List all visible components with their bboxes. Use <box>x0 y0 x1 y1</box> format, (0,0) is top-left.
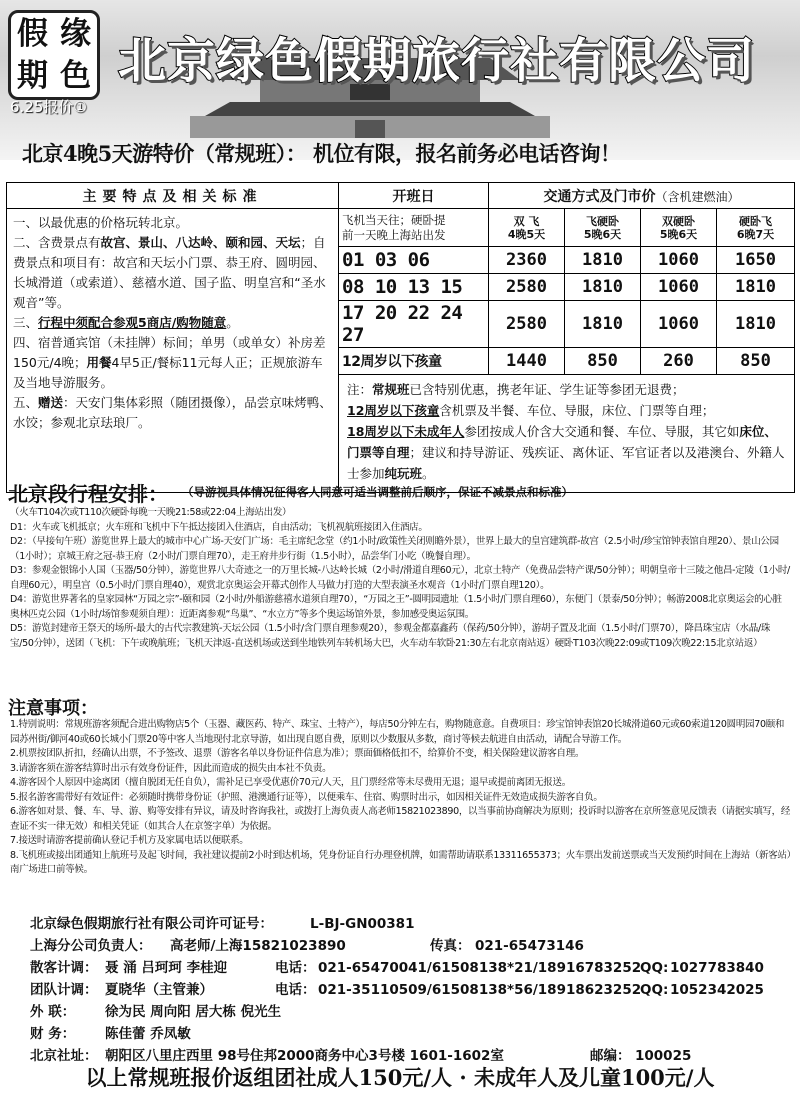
company-title: 北京绿色假期旅行社有限公司 <box>118 33 756 89</box>
price-value: 2360 <box>489 247 565 274</box>
license-number: L-BJ-GN00381 <box>310 916 415 932</box>
tour-price-table <box>6 182 795 493</box>
price-value: 1810 <box>565 301 641 348</box>
price-value: 1440 <box>489 348 565 375</box>
contacts-block <box>30 913 790 1067</box>
feature-3-end: 。 <box>226 315 239 330</box>
child-label: 12周岁以下孩童 <box>339 348 489 375</box>
feature-2-spots: 故宫、景山、八达岭、颐和园、天坛 <box>100 235 301 250</box>
dates-note <box>339 209 489 247</box>
departure-dates: 08 10 13 15 <box>339 274 489 301</box>
retail-tel: 021-65470041/61508138*21/18916783252 <box>318 960 642 976</box>
group-tel-label: 电话： <box>275 982 316 998</box>
route-days: 4晚5天 <box>507 227 546 241</box>
seal-char: 假 <box>17 16 48 52</box>
price-value: 1810 <box>565 247 641 274</box>
price-value: 260 <box>641 348 717 375</box>
feature-3 <box>13 313 332 333</box>
notice-item: 2.机票按团队折扣，经确认出票，不予签改、退票（游客名单以身份证件信息为准）；票面価格低扣不，给算价不变，相关保险建议游客自理。 <box>10 748 585 759</box>
feature-2-rest: ；自费景点和项目有：故宫和天坛小门票、恭王府、圆明园、长城滑道（或索道）、慈禧水道、国子监、明皇宫和“圣水观音”等。 <box>13 235 326 310</box>
feature-4-meal: 用餐 <box>86 355 112 370</box>
retail-row <box>30 957 790 979</box>
price-value: 1810 <box>717 274 795 301</box>
price-value: 850 <box>717 348 795 375</box>
feature-1: 一、以最优惠的价格玩转北京。 <box>13 215 189 230</box>
note-regular: 常规班 <box>372 382 410 397</box>
fax-label: 传真： <box>430 938 471 954</box>
itinerary-line: D3：参观金银锦小人国（玉器/50分钟），游览世界八大奇迹之一的万里长城-八达岭长城（2小时/滑道自理60元），北京土特产（免费品尝特产课/50分钟）；明朝皇帝十三陵之他昌-定陵（1小时/自理60元），明皇宫（0.5小时/门票自理40），观赏北京奥运会开幕式创作人马做力打造的大型表演圣水观音（1小时/门票自理120）。 <box>10 565 790 591</box>
group-qq: 1052342025 <box>670 982 764 998</box>
shanghai-label: 上海分公司负责人： <box>30 938 152 954</box>
group-qq-label: QQ: <box>640 982 669 998</box>
retail-tel-label: 电话： <box>275 960 316 976</box>
itinerary-line: D5：游览封建帝王祭天的场所-最大的古代宗教建筑-天坛公园（1.5小时/含门票自理参观20），参观金都嘉鑫药（保药/50分钟），游胡子置及北面（1.5小时/门票70），降昌珠宝店（水晶/珠宝/50分钟），送团（飞机：下午或晚航班；飞机天津返-直送机场或送到坐地铁列车转机场大巴，火车动车软卧21:30左右北京南站返）硬卧T103次晚22:09或T109次晚22:15北京站返） <box>10 623 771 649</box>
price-value: 1060 <box>641 247 717 274</box>
price-header-text: 交通方式及门市价 <box>543 188 656 205</box>
finance-names: 陈佳蕾 乔凤敏 <box>105 1026 191 1042</box>
route-cell <box>489 209 565 247</box>
price-value: 1650 <box>717 247 795 274</box>
dates-note-line: 飞机当天往；硬卧提 <box>342 212 446 227</box>
feature-5-gift: 赠送 <box>38 395 64 410</box>
route-name: 飞硬卧 <box>586 214 619 228</box>
feature-4-lead: 四、宿普通宾馆（未挂牌）标间；单男（或单女）补房差150元/4晚； <box>13 335 326 370</box>
note-minor: 18周岁以下未成年人 <box>347 424 465 439</box>
shanghai-row <box>30 935 790 957</box>
route-cell <box>641 209 717 247</box>
price-value: 1060 <box>641 274 717 301</box>
note-text: ；建议和持导游证、残疾证、离休证、军官证者以及港澳台、外籍人士参加 <box>347 445 785 481</box>
notice-item: 4.游客因个人原因中途离团（擅自脱团无任自负），需补足已享受优惠价70元/人天，且门票经常等未尽费用无退；退早或提前离团无报送。 <box>10 777 571 788</box>
seal-char: 色 <box>60 58 91 94</box>
route-days: 5晚6天 <box>583 227 622 241</box>
promo-headline: 北京4晚5天游特价（常规班）： 机位有限，报名前务必电话咨询！ <box>22 141 621 166</box>
itinerary-subtitle: （导游视具体情况征得客人同意可适当调整前后顺序，保证不减景点和标准） <box>182 485 573 499</box>
route-cell <box>717 209 795 247</box>
finance-row <box>30 1023 790 1045</box>
feature-5-rest: ：天安门集体彩照（随团摄像），品尝京味烤鸭、水饺；参观北京珐琅厂。 <box>13 395 332 430</box>
header-features: 主要特点及相关标准 <box>7 183 339 209</box>
retail-qq: 1027783840 <box>670 960 764 976</box>
features-cell <box>7 209 339 493</box>
itinerary-line: D2：（早接旬午班）游览世界上最大的城市中心广场-天安门广场：毛主席纪念堂（约1小时/政策性关闭则瞻外景），世界上最大的皇宫建筑群-故宫（2.5小时/珍宝馆钟表馆自理20）、景山公园（1小时）；京城王府之冠-恭王府（2小时/门票自理70），走王府井步行街（1.5小时），品尝华门小吃（晚餐自理）。 <box>10 536 779 562</box>
feature-2-lead: 二、含费景点有 <box>13 235 101 250</box>
notice-item: 1.特别说明：常规班游客须配合进出购物店5个（玉器、藏医药、特产、珠宝、土特产），每店50分钟左右，购物随意意。自费项目：珍宝馆钟表馆20长城滑道60元或60索道120圆明园70颐和园苏州街/御河40或60长城小门票20等中客人当地现付北京导游，如出现自愿自费，原则以少数服从多数，商讨等候去航进自由活动，请配合导游工作。 <box>10 719 785 745</box>
note-text: 已含特别优惠，携老年证、学生证等参团无退费； <box>409 382 685 397</box>
group-row <box>30 979 790 1001</box>
group-tel: 021-35110509/61508138*56/18918623252 <box>318 982 642 998</box>
note-text: 含机票及半餐、车位、导服，床位、门票等自理； <box>439 403 715 418</box>
itinerary-line: D1：火车或飞机抵京；火车班和飞机中下午抵达接团入住酒店，自由活动；飞机视航班接团入住酒店。 <box>10 521 428 533</box>
address-label: 北京社址： <box>30 1048 98 1064</box>
feature-4 <box>13 333 332 393</box>
route-name: 硬卧飞 <box>739 214 772 228</box>
group-label: 团队计调： <box>30 982 98 998</box>
license-label: 北京绿色假期旅行社有限公司许可证号： <box>30 916 273 932</box>
liaison-label: 外 联： <box>30 1004 76 1020</box>
note-text: 。 <box>422 466 435 481</box>
departure-dates: 01 03 06 <box>339 247 489 274</box>
departure-dates: 17 20 22 24 27 <box>339 301 489 348</box>
price-value: 1810 <box>717 301 795 348</box>
itinerary-line: （火车T104次或T110次硬卧每晚一天晚21:58或22:04上海站出发） <box>10 507 292 518</box>
retail-qq-label: QQ: <box>640 960 669 976</box>
company-logo-seal <box>8 10 100 100</box>
finance-label: 财 务： <box>30 1026 76 1042</box>
price-value: 2580 <box>489 274 565 301</box>
note-bold: 纯玩班 <box>384 466 423 481</box>
fax-number: 021-65473146 <box>475 938 584 954</box>
notice-item: 8.飞机班或接出团通知上航班号及起飞时间，我社建议提前2小时到达机场，凭身份证自行办理登机牌，如需帮助请联系13311655373；火车票出发前送票或当天发预约时间在上海站（新客站）南广场进口前等候。 <box>10 849 792 875</box>
feature-5-lead: 五、 <box>13 395 39 410</box>
note-line-2 <box>347 400 786 421</box>
notices-title: 注意事项： <box>8 698 98 719</box>
notices-text <box>10 718 792 878</box>
retail-names: 聂 涌 吕珂珂 李桂迎 <box>105 960 228 976</box>
header-price <box>489 183 795 209</box>
header-dates: 开班日 <box>339 183 489 209</box>
route-days: 5晚6天 <box>659 227 698 241</box>
price-value: 2580 <box>489 301 565 348</box>
dates-note-line: 前一天晚上海站出发 <box>342 227 446 242</box>
header-banner <box>0 0 800 160</box>
price-value: 1060 <box>641 301 717 348</box>
feature-3-shops: 行程中须配合参观5商店/购物随意 <box>38 315 227 330</box>
notice-item: 5.报名游客需带好有效证件：必须随时携带身份证（护照、港澳通行证等），以便乘车、住宿、购票时出示，如因相关证件无效造成损失游客自负。 <box>10 791 603 803</box>
note-line-3 <box>347 421 786 484</box>
seal-char: 期 <box>17 58 48 94</box>
retail-label: 散客计调： <box>30 960 98 976</box>
route-name: 双硬卧 <box>662 214 695 228</box>
feature-5 <box>13 393 332 433</box>
note-child: 12周岁以下孩童 <box>347 403 440 418</box>
zip-code: 100025 <box>635 1048 692 1064</box>
notice-item: 3.请游客须在游客结算时出示有效身份证件，因此而造成的损失由本社不负责。 <box>10 762 332 774</box>
liaison-row <box>30 1001 790 1023</box>
notes-cell <box>339 375 795 493</box>
note-lead: 注： <box>347 382 373 397</box>
price-header-note: （含机建燃油） <box>655 189 740 204</box>
zip-label: 邮编： <box>590 1048 631 1064</box>
price-value: 1810 <box>565 274 641 301</box>
feature-2 <box>13 233 332 313</box>
shanghai-contact: 高老师/上海15821023890 <box>170 938 346 954</box>
price-date-label: 6.25报价① <box>10 98 87 116</box>
group-names: 夏晓华（主管兼） <box>105 982 213 998</box>
itinerary-line: D4：游览世界著名的皇家园林“万园之宗”-颐和园（2小时/外船游慈禧水道须自理70），“万园之王”-圆明园遗址（1.5小时/门票自理60），东便门（景泰/50分钟）；畅游2008北京奥运会的心脏 奥林匹克公园（1小时/场馆参观须自理）：近距离参观“鸟巢”、“水立方”等多个奥运场馆外景，参加感受奥运氛围。 <box>10 594 782 620</box>
address-text: 朝阳区八里庄西里 98号住邦2000商务中心3号楼 1601-1602室 <box>105 1048 504 1064</box>
note-line-1 <box>347 379 786 400</box>
itinerary-text <box>10 506 792 651</box>
liaison-names: 徐为民 周向阳 居大栋 倪光生 <box>105 1004 282 1020</box>
route-cell <box>565 209 641 247</box>
price-value: 850 <box>565 348 641 375</box>
license-row <box>30 913 790 935</box>
note-text: 参团按成人价含大交通和餐、车位、导服，其它如 <box>464 424 740 439</box>
feature-3-lead: 三、 <box>13 315 39 330</box>
notice-item: 6.游客如对景、餐、车、导、游、购等安排有异议，请及时咨询我社，或拨打上海负责人高老师15821023890，以当事前协商解决为原则；投诉时以游客在京所签意见反馈表（请据实填写，经查证不实一律无效）和相关凭证（如其合人在京签字单）为依据。 <box>10 806 791 832</box>
notice-item: 7.接送时请游客提前确认登记手机方及家属电话以便联系。 <box>10 835 249 846</box>
rebate-footer: 以上常规班报价返组团社成人150元/人 · 未成年人及儿童100元/人 <box>85 1065 715 1090</box>
itinerary-title: 北京段行程安排： <box>8 482 168 506</box>
route-days: 6晚7天 <box>736 227 775 241</box>
note-bold: 床位、门票等自理 <box>347 424 777 460</box>
feature-4-rest: 4早5正/餐标11元每人正；正规旅游车及当地导游服务。 <box>13 355 323 390</box>
route-name: 双 飞 <box>513 214 540 228</box>
seal-char: 缘 <box>60 16 91 52</box>
